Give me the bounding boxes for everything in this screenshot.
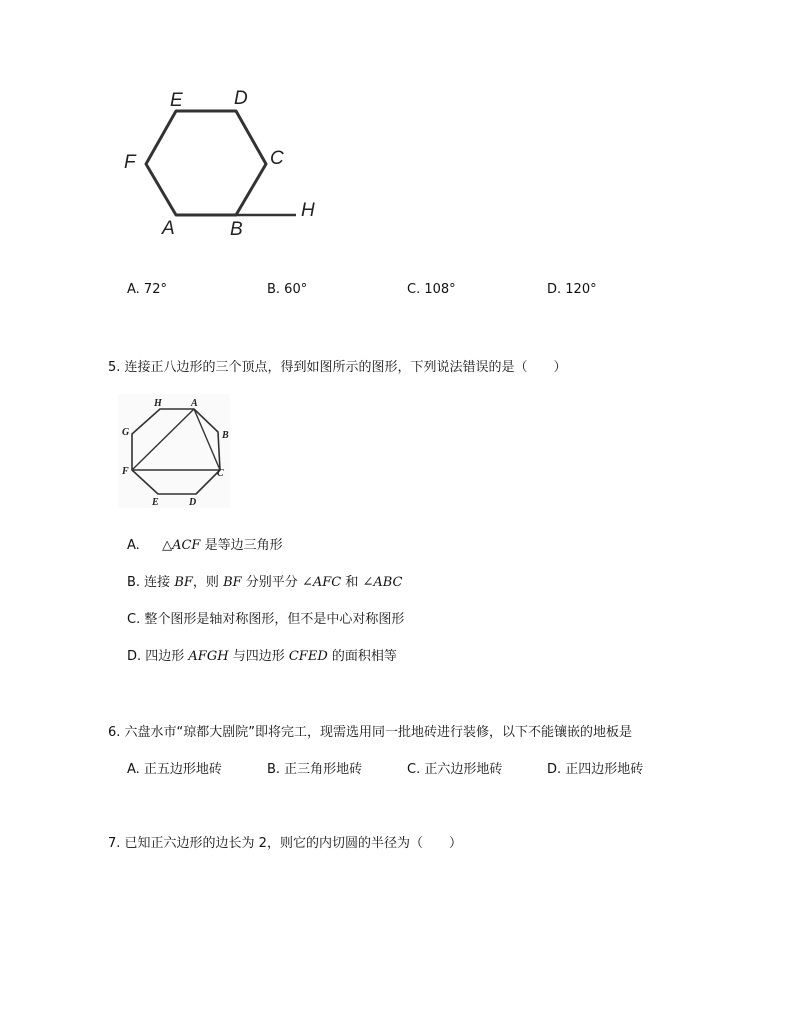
q5-option-c[interactable]: C. 整个图形是轴对称图形，但不是中心对称图形 [127,612,405,627]
octagon-figure [118,394,230,508]
q5-option-b-math2: BF [223,575,242,590]
q5-option-b-math1: BF [174,575,193,590]
q5-option-b-prefix: B. 连接 [127,575,171,590]
q5-option-b[interactable] [127,571,403,590]
q6-option-b[interactable]: B. 正三角形地砖 [267,762,363,777]
label-c: C [270,148,284,169]
q5-option-d-text1: 与四边形 [232,649,285,664]
q5-option-b-text3: 和 [345,575,359,590]
oct-label-g: G [122,427,130,438]
oct-label-a: A [191,398,198,409]
q5-option-d-prefix: D. 四边形 [127,649,185,664]
q4-option-b[interactable]: B. 60° [267,282,308,297]
q5-option-b-text2: 分别平分 [245,575,298,590]
q4-option-a[interactable]: A. 72° [127,282,167,297]
label-e: E [170,90,183,111]
label-h: H [301,200,315,221]
q5-option-a-prefix: A. [127,538,140,553]
label-a: A [162,218,175,239]
oct-label-h: H [154,398,162,409]
q5-option-a[interactable] [127,534,283,553]
oct-label-f: F [122,466,129,477]
q6-option-c[interactable]: C. 正六边形地砖 [407,762,503,777]
hexagon-shape [146,111,266,215]
q6-stem: 6. 六盘水市“琼都大剧院”即将完工，现需选用同一批地砖进行装修，以下不能镶嵌的地板是 [108,725,633,740]
q4-option-d[interactable]: D. 120° [547,282,597,297]
q7-stem: 7. 已知正六边形的边长为 2，则它的内切圆的半径为（ ） [108,836,462,851]
oct-label-c: C [217,468,224,479]
q5-option-d-math1: AFGH [188,649,229,664]
oct-label-b: B [222,430,229,441]
label-f: F [124,152,136,173]
label-d: D [234,88,248,109]
oct-label-e: E [152,497,159,508]
q5-option-d[interactable] [127,645,397,664]
q6-option-a[interactable]: A. 正五边形地砖 [127,762,222,777]
octagon-shape [132,409,220,494]
q5-option-d-math2: CFED [288,649,328,664]
q5-option-a-text: 是等边三角形 [204,538,283,553]
q5-option-d-text2: 的面积相等 [331,649,397,664]
oct-label-d: D [189,497,197,508]
hexagon-figure [110,80,340,250]
q5-option-a-math: △ACF [162,538,201,553]
label-b: B [230,219,243,240]
segment-ac [194,409,220,470]
segment-af [132,409,194,470]
q4-option-c[interactable]: C. 108° [407,282,456,297]
q5-option-b-math4: ∠ABC [362,575,403,590]
q5-stem: 5. 连接正八边形的三个顶点，得到如图所示的图形，下列说法错误的是（ ） [108,360,567,375]
q5-option-b-text1: ，则 [192,575,219,590]
q5-option-b-math3: ∠AFC [301,575,342,590]
q6-option-d[interactable]: D. 正四边形地砖 [547,762,644,777]
